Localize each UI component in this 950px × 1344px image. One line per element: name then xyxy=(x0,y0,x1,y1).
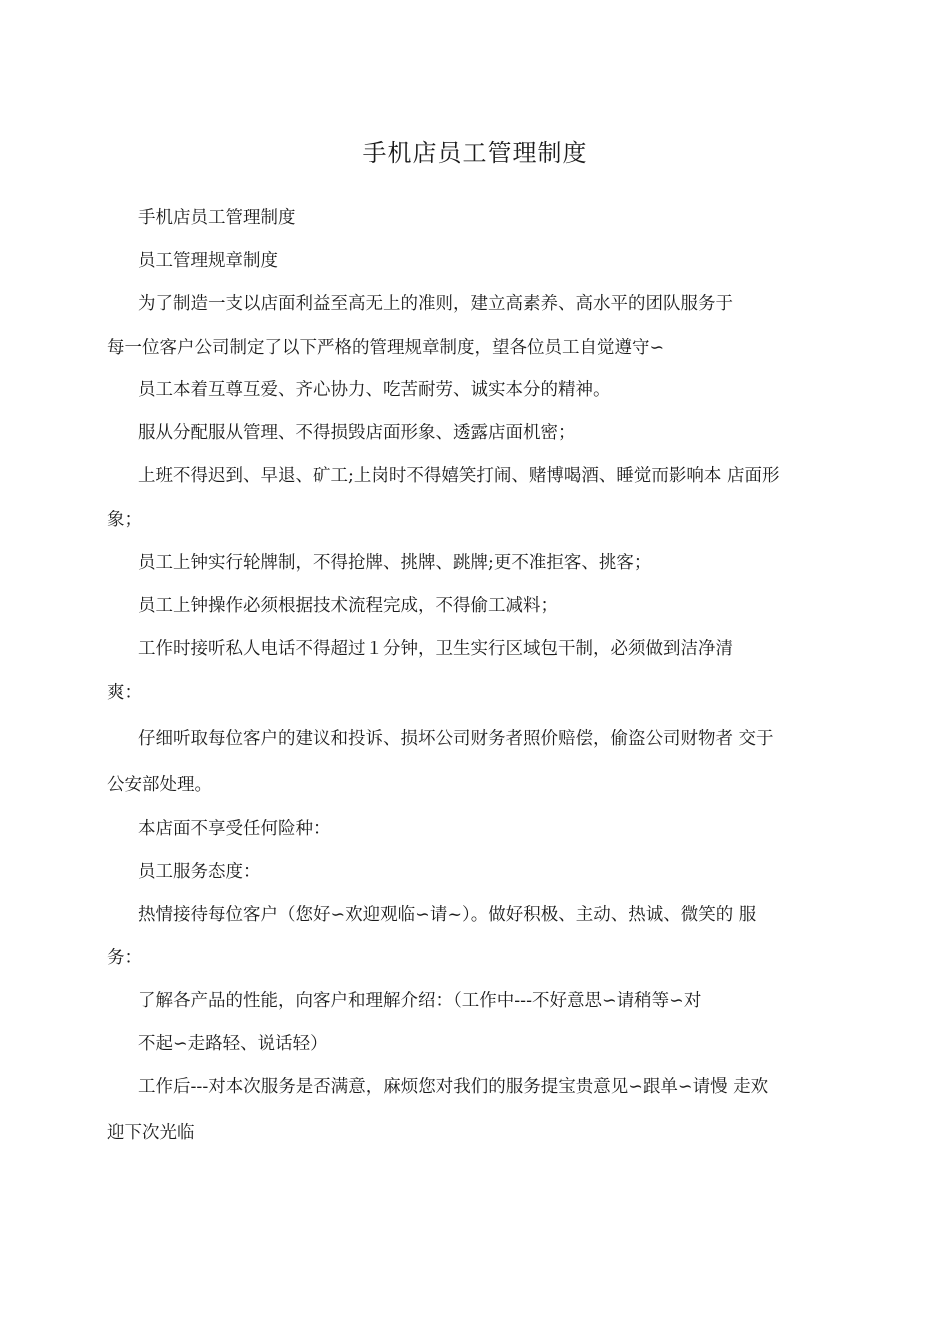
paragraph-line: 不起∽走路轻、说话轻） xyxy=(138,1034,328,1054)
paragraph-line: 了解各产品的性能，向客户和理解介绍：（工作中---不好意思∽请稍等∽对 xyxy=(138,991,702,1011)
paragraph-line: 工作时接听私人电话不得超过１分钟，卫生实行区域包干制，必须做到洁净清 xyxy=(138,639,733,659)
paragraph-line: 员工管理规章制度 xyxy=(138,251,278,271)
paragraph-line: 员工上钟实行轮牌制，不得抢牌、挑牌、跳牌;更不准拒客、挑客； xyxy=(138,553,652,573)
paragraph-line: 公安部处理。 xyxy=(107,775,212,795)
document-title: 手机店员工管理制度 xyxy=(362,139,588,167)
paragraph-line: 本店面不享受任何险种： xyxy=(138,819,331,839)
paragraph-line: 象； xyxy=(107,510,142,530)
paragraph-line: 上班不得迟到、早退、矿工;上岗时不得嬉笑打闹、赌博喝酒、睡觉而影响本 店面形 xyxy=(138,466,780,486)
paragraph-line: 工作后---对本次服务是否满意，麻烦您对我们的服务提宝贵意见∽跟单∽请慢 走欢 xyxy=(138,1077,769,1097)
paragraph-line: 员工本着互尊互爱、齐心协力、吃苦耐劳、诚实本分的精神。 xyxy=(138,380,611,400)
paragraph-line: 员工上钟操作必须根据技术流程完成，不得偷工减料； xyxy=(138,596,558,616)
paragraph-line: 热情接待每位客户（您好∽欢迎观临∽请~）。做好积极、主动、热诚、微笑的 服 xyxy=(138,905,757,925)
paragraph-line: 员工服务态度： xyxy=(138,862,261,882)
paragraph-line: 为了制造一支以店面利益至高无上的准则，建立高素养、高水平的团队服务于 xyxy=(138,294,733,314)
paragraph-line: 务： xyxy=(107,948,142,968)
paragraph-line: 服从分配服从管理、不得损毁店面形象、透露店面机密； xyxy=(138,423,576,443)
paragraph-line: 爽： xyxy=(107,683,142,703)
paragraph-line: 每一位客户公司制定了以下严格的管理规章制度，望各位员工自觉遵守∽ xyxy=(107,338,665,358)
paragraph-line: 仔细听取每位客户的建议和投诉、损坏公司财务者照价赔偿，偷盗公司财物者 交于 xyxy=(138,729,774,749)
paragraph-line: 手机店员工管理制度 xyxy=(138,208,296,228)
paragraph-line: 迎下次光临 xyxy=(107,1123,195,1143)
